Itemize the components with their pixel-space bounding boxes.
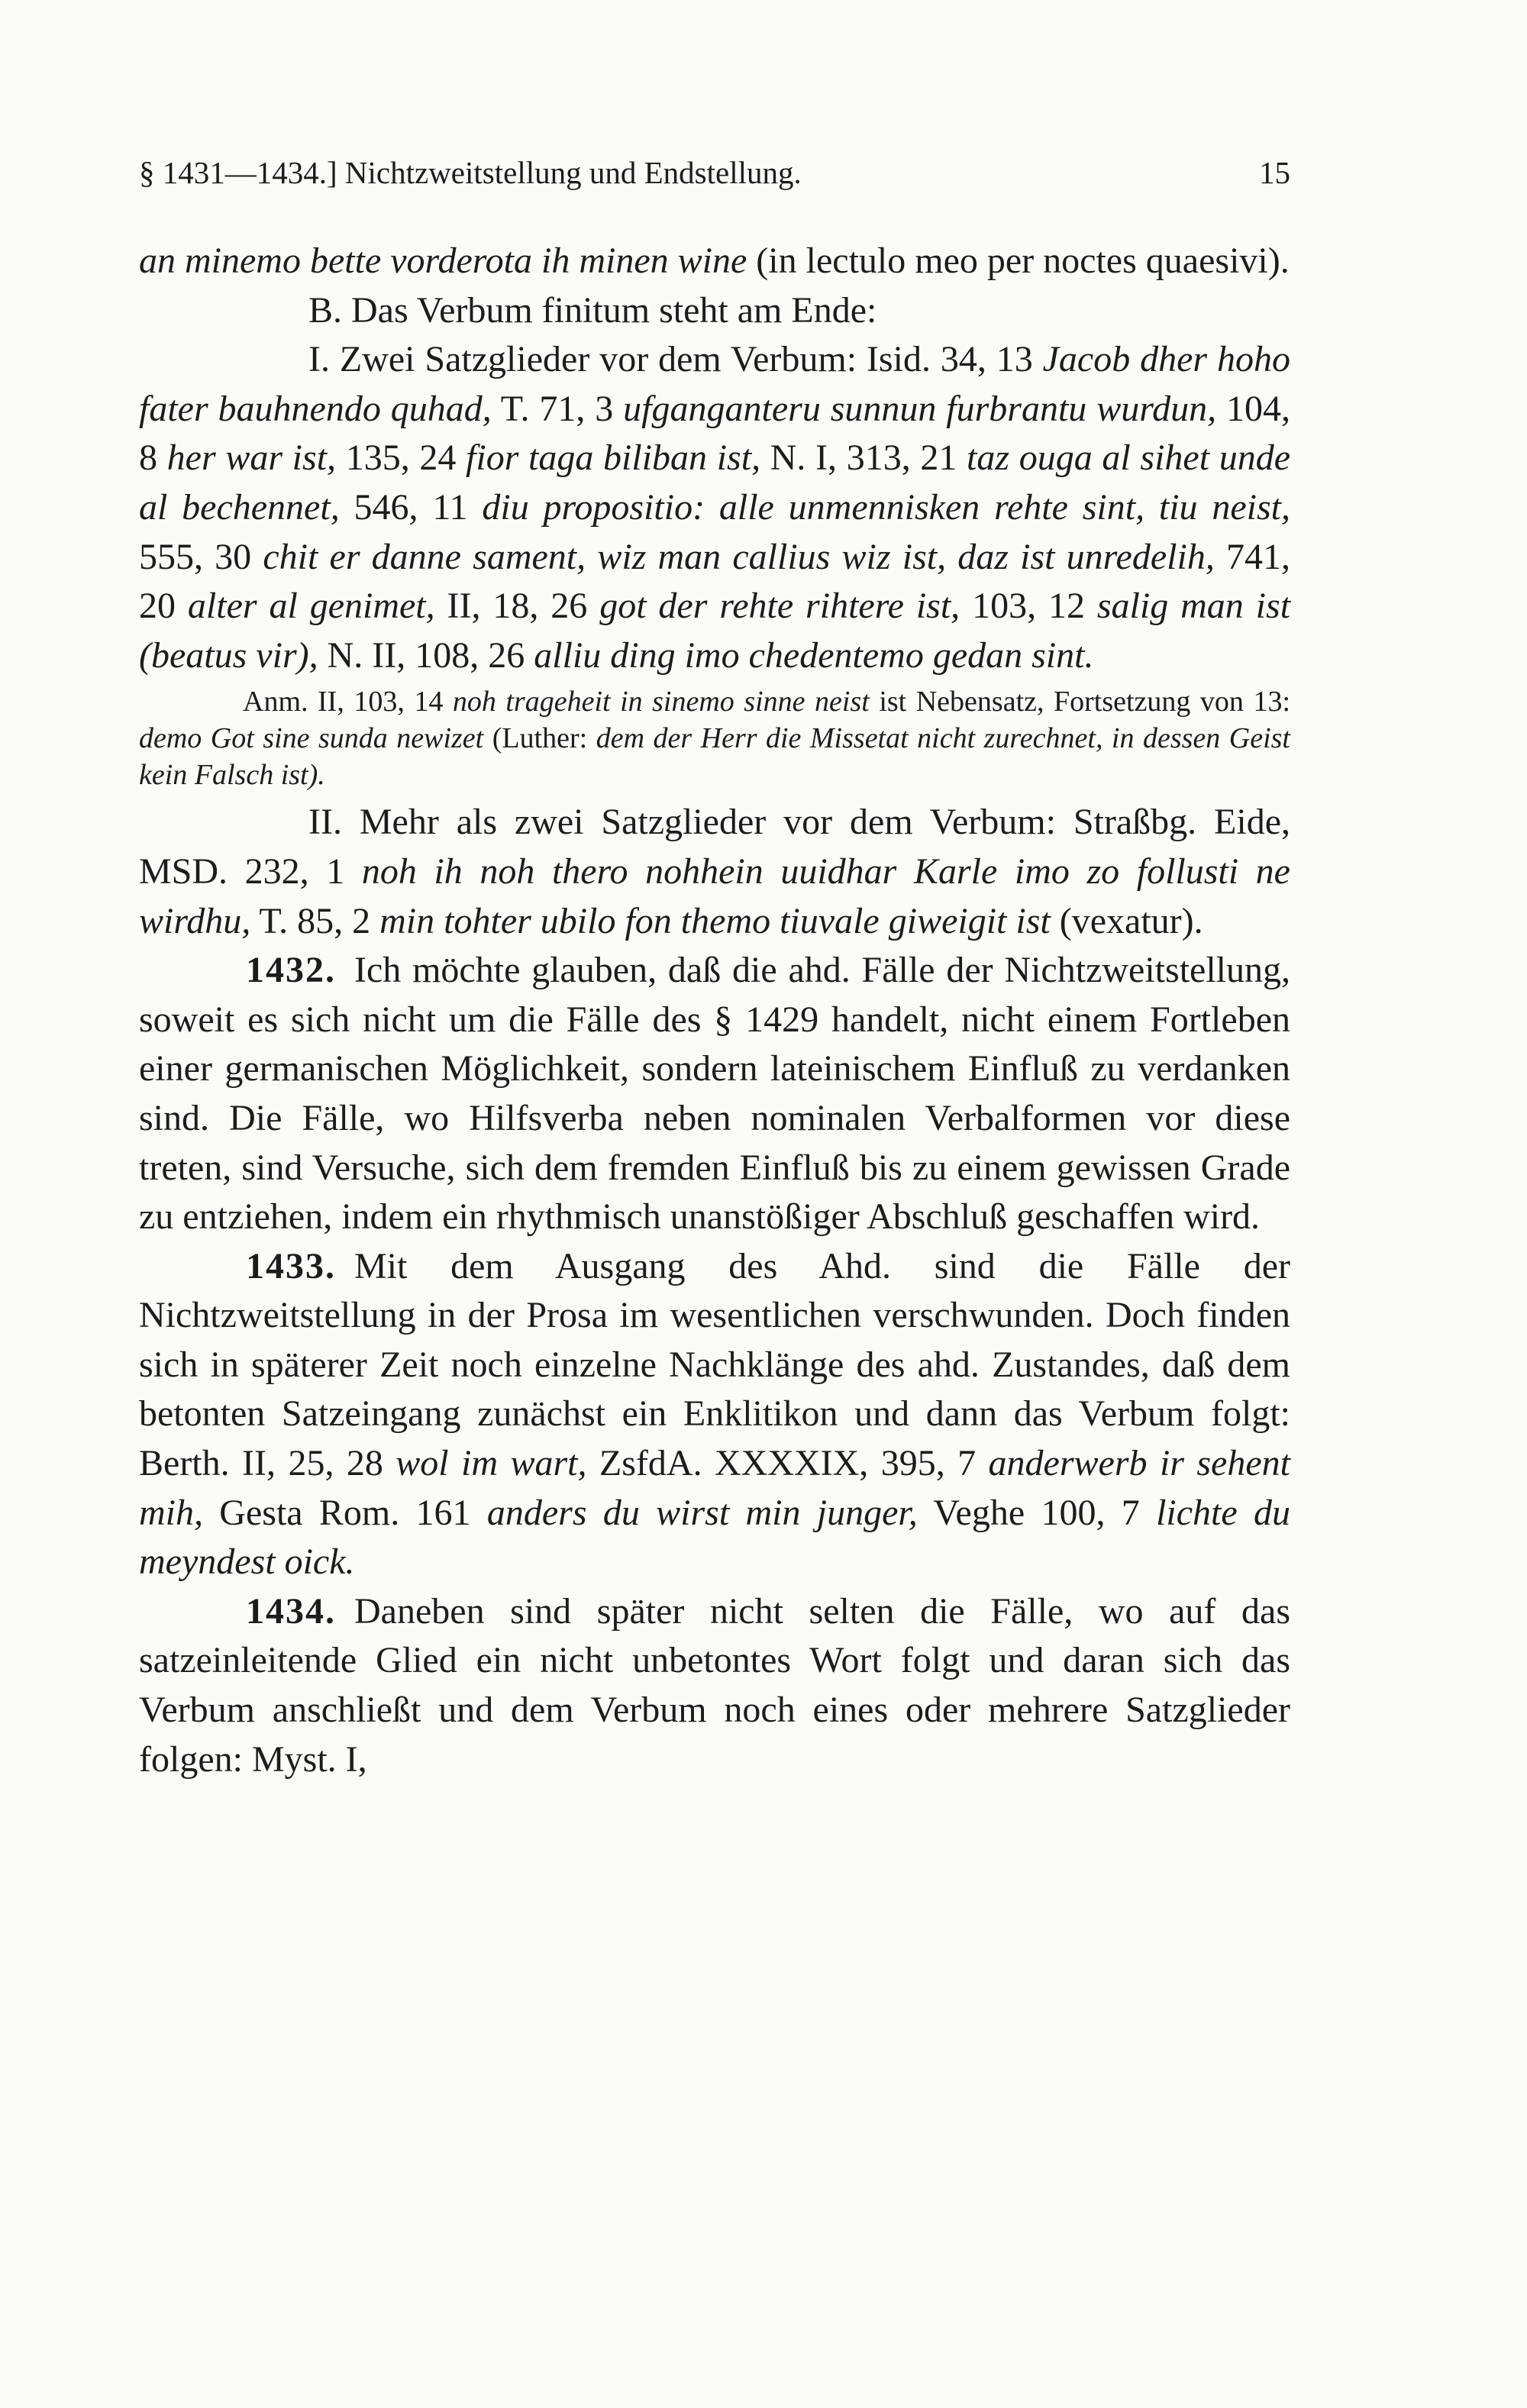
text-run: Gesta Rom. 161 <box>203 1492 487 1533</box>
quote: anders du wirst min junger, <box>486 1492 918 1533</box>
annotation-label: Anm. <box>243 686 308 718</box>
quote: salig man ist (beatus vir), <box>139 586 1291 676</box>
quote: taz ouga al sihet unde al bechennet, <box>139 437 1291 528</box>
paragraph-ii <box>139 798 1290 946</box>
quote: wol im wart, <box>395 1443 587 1484</box>
quote: chit er danne sament, wiz man callius wiz ist, daz ist unredelih, <box>263 536 1215 577</box>
quote: lichte du meyndest oick. <box>139 1492 1290 1583</box>
quote: alter al genimet, <box>187 586 435 627</box>
quote: her war ist, <box>166 437 337 479</box>
quote: ufganganteru sunnun furbrantu wurdun, <box>623 388 1217 429</box>
section-number: 1433. <box>246 1245 336 1286</box>
text-run: 546, 11 <box>339 486 483 528</box>
text-run: Mit dem Ausgang des Ahd. sind die Fälle der Nichtzweitstellung in der Prosa im wesentlichen verschwunden. Doch finden sich in späterer Zeit noch einzelne Nachklänge des ahd. Zustandes, daß dem betonten Satzeingang zunächst ein Enklitikon und dann das Verbum folgt: Berth. II, 25, 28 <box>139 1245 1290 1484</box>
quote: anderwerb ir sehent mih, <box>139 1443 1291 1533</box>
quote: Jacob dher hoho fater bauhnendo quhad, <box>139 339 1291 429</box>
text-run: 741, 20 <box>139 536 1291 627</box>
text-run: (in lectulo meo per noctes quaesivi). <box>747 240 1290 281</box>
paragraph-intro <box>139 237 1290 286</box>
quote: demo Got sine sunda newizet <box>139 722 484 755</box>
quote: noh ih noh thero nohhein uuidhar Karle imo zo follusti ne wirdhu, <box>139 851 1290 941</box>
text-run: 104, 8 <box>139 388 1291 479</box>
section-number: 1434. <box>246 1590 336 1632</box>
text-run: N. II, 108, 26 <box>318 634 534 676</box>
quote: an minemo bette vorderota ih minen wine <box>139 240 747 281</box>
paragraph-i <box>139 335 1290 680</box>
text-run: II, 103, 14 <box>308 686 453 718</box>
annotation <box>139 683 1290 793</box>
text-run: T. 71, 3 <box>491 388 624 429</box>
text-run: N. I, 313, 21 <box>760 437 967 479</box>
quote: fior taga biliban ist, <box>466 437 761 479</box>
quote: alliu ding imo chedentemo gedan sint. <box>534 634 1094 676</box>
running-head-title: § 1431—1434.] Nichtzweitstellung und Endstellung. <box>139 155 802 190</box>
text-run: II, 18, 26 <box>434 586 600 627</box>
text-run: (vexatur). <box>1050 900 1203 941</box>
quote: diu propositio: alle unmennisken rehte sint, tiu neist, <box>482 486 1291 528</box>
text-run: T. 85, 2 <box>250 900 380 941</box>
heading-b: B. Das Verbum finitum steht am Ende: <box>308 289 877 331</box>
text-run: 135, 24 <box>336 437 466 479</box>
quote: noh trageheit in sinemo sinne neist <box>452 686 870 718</box>
section-1433 <box>139 1242 1290 1587</box>
section-number: 1432. <box>246 950 336 991</box>
quote: dem der Herr die Missetat nicht zurechnet, in dessen Geist kein Falsch ist). <box>139 722 1290 792</box>
section-1432 <box>139 946 1290 1242</box>
text-run: ist Nebensatz, Fortsetzung von 13: <box>869 686 1291 718</box>
text-run: ZsfdA. XXXXIX, 395, 7 <box>586 1443 989 1484</box>
text-run: 103, 12 <box>960 586 1097 627</box>
text-run: 555, 30 <box>139 536 263 577</box>
text-run: Veghe 100, 7 <box>917 1492 1157 1533</box>
quote: min tohter ubilo fon themo tiuvale giweigit ist <box>379 900 1051 941</box>
quote: got der rehte rihtere ist, <box>599 586 960 627</box>
page-number: 15 <box>1259 155 1290 190</box>
section-1434 <box>139 1587 1290 1784</box>
text-run: II. Mehr als zwei Satzglieder vor dem Verbum: Straßbg. Eide, MSD. 232, 1 <box>139 802 1290 892</box>
text-run: (Luther: <box>483 722 596 755</box>
text-run: Daneben sind später nicht selten die Fälle, wo auf das satzeinleitende Glied ein nicht unbetontes Wort folgt und daran sich das Verbum anschließt und dem Verbum noch eines oder mehrere Satzglieder folgen: Myst. I, <box>139 1590 1290 1780</box>
text-run: I. Zwei Satzglieder vor dem Verbum: Isid. 34, 13 <box>308 339 1043 380</box>
body-text <box>139 237 1290 1784</box>
text-run: Ich möchte glauben, daß die ahd. Fälle der Nichtzweitstellung, soweit es sich nicht um die Fälle des § 1429 handelt, nicht einem Fortleben einer germanischen Möglichkeit, sondern lateinischem Einfluß zu verdanken sind. Die Fälle, wo Hilfsverba neben nominalen Verbalformen vor diese treten, sind Versuche, sich dem fremden Einfluß bis zu einem gewissen Grade zu entziehen, indem ein rhythmisch unanstößiger Abschluß geschaffen wird. <box>139 950 1290 1238</box>
running-head <box>139 150 1290 195</box>
